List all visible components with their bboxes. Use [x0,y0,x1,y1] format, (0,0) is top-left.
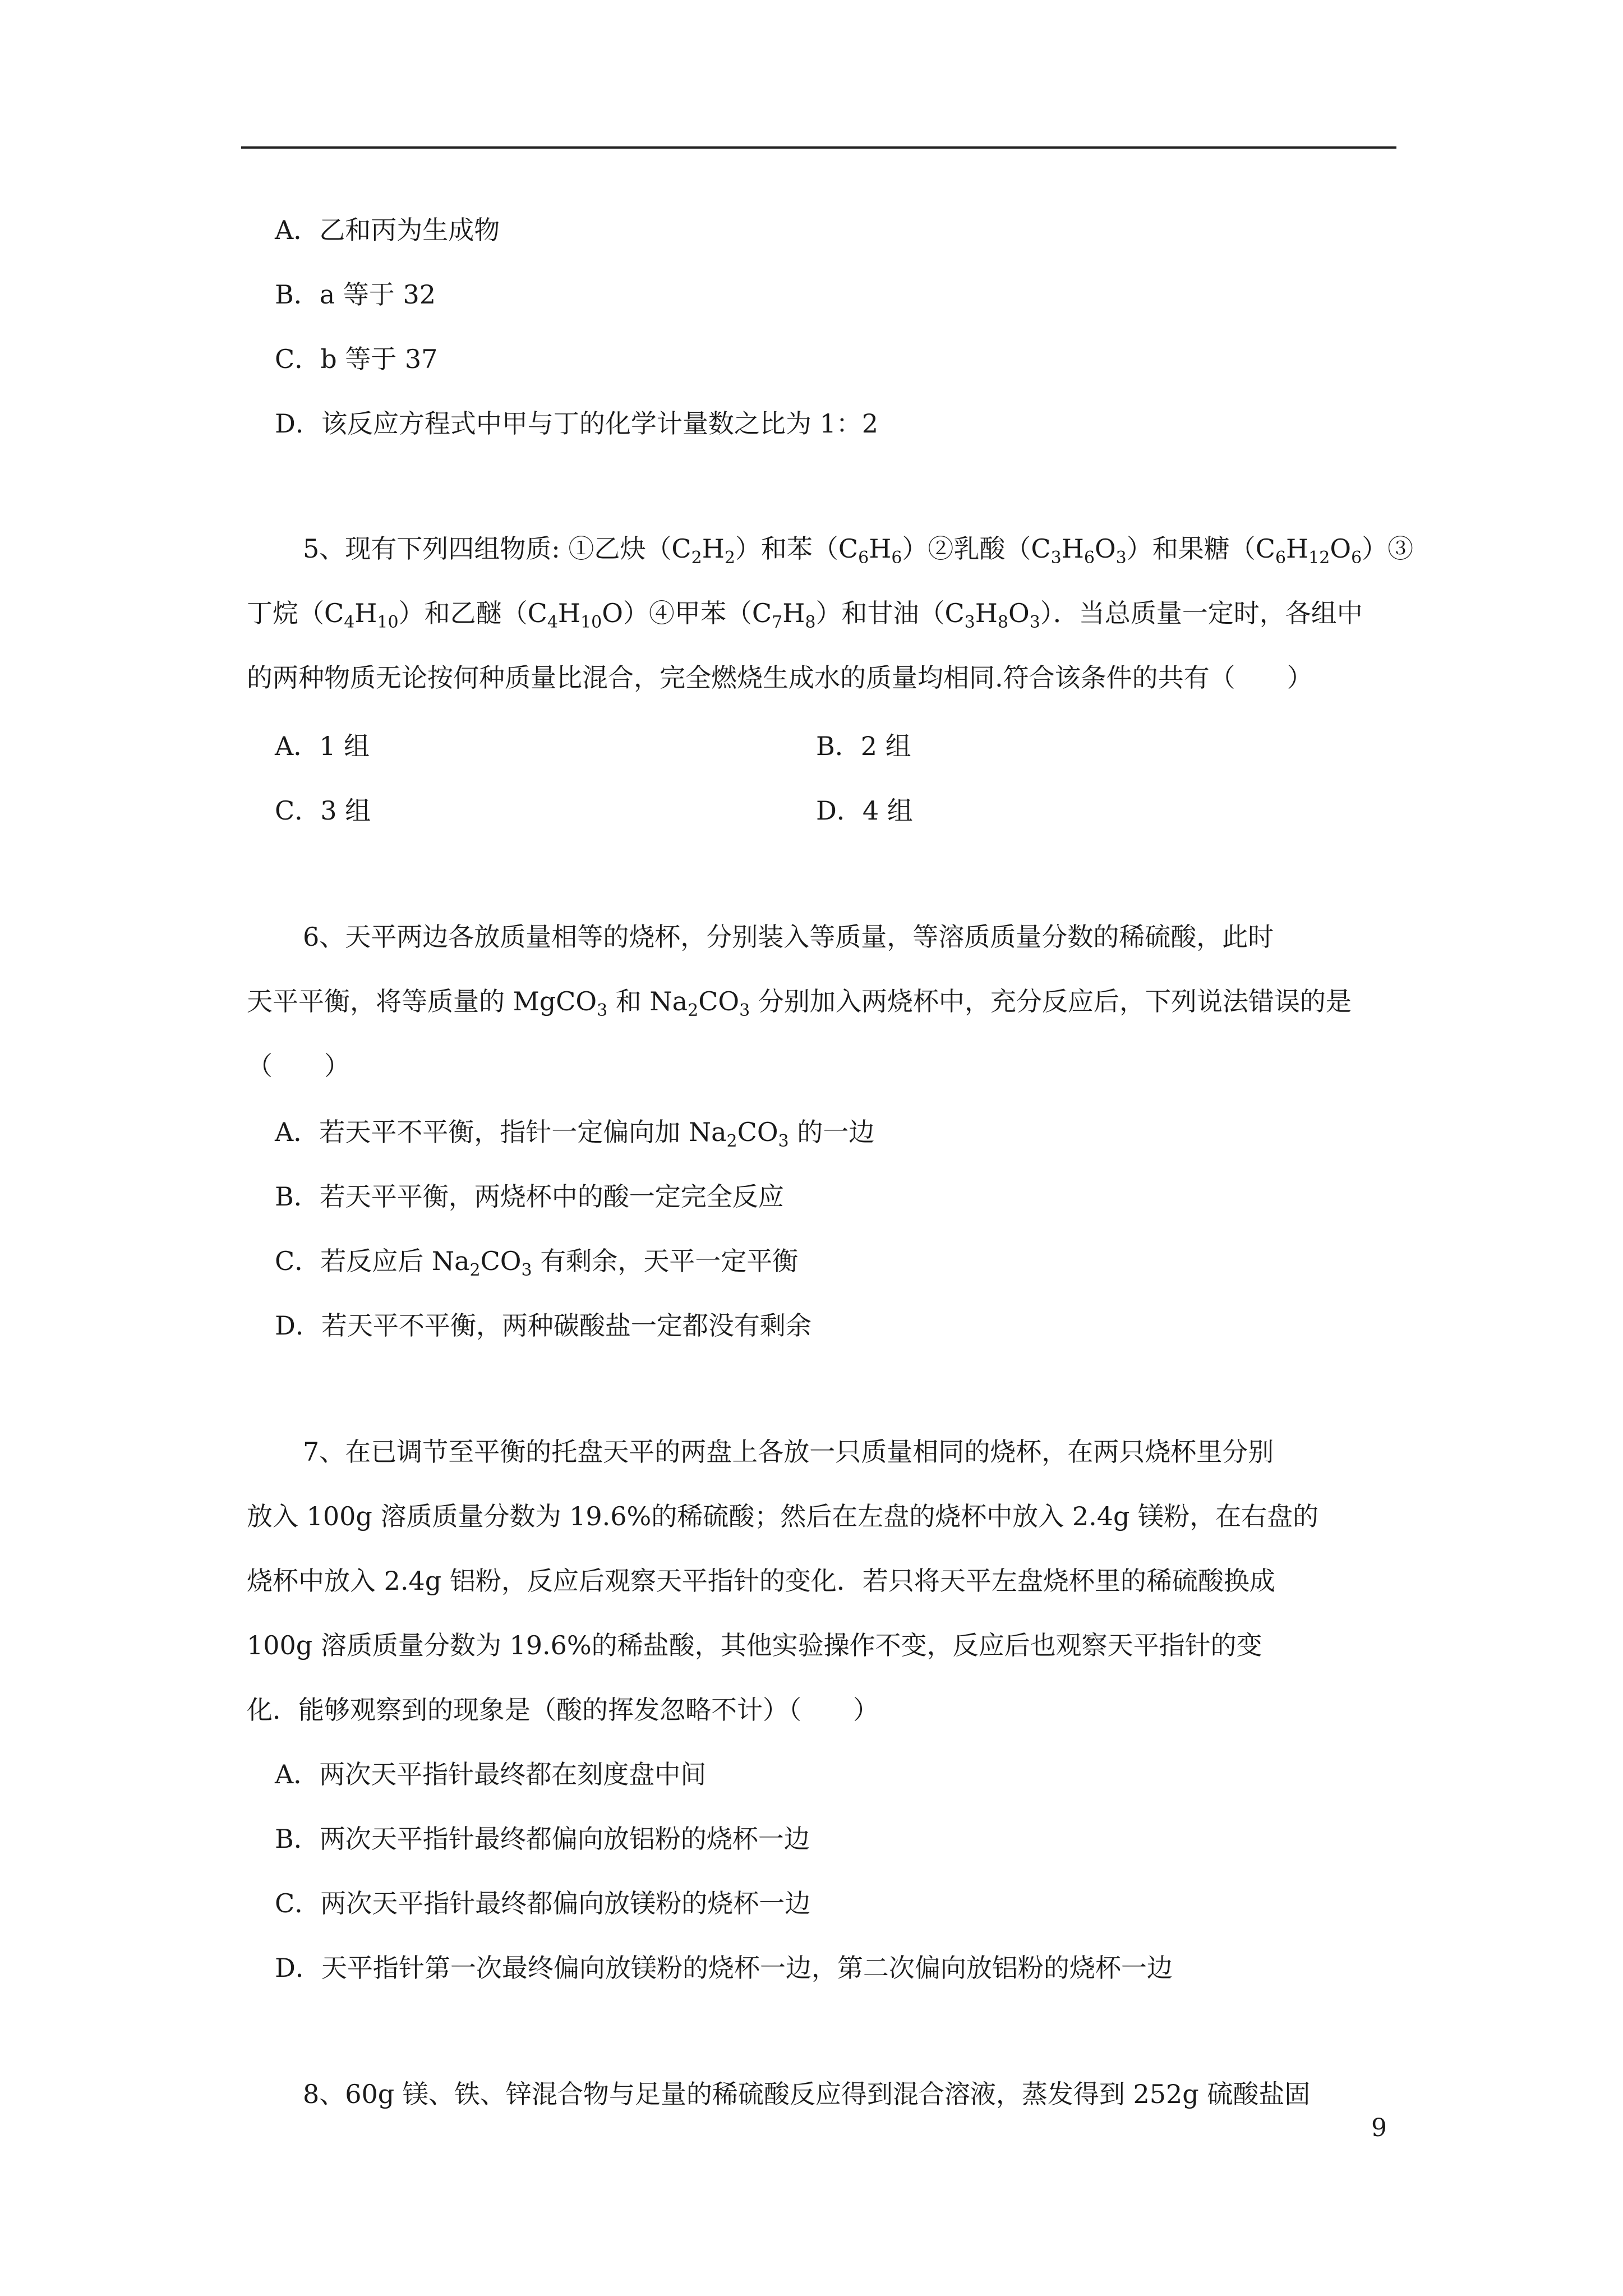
q7-option-c: C．两次天平指针最终都偏向放镁粉的烧杯一边 [275,1888,811,1918]
header-rule [241,146,1396,149]
q4-option-b: B．a 等于 32 [275,279,436,310]
q6-stem-line-3: （ ） [247,1051,350,1081]
q4-option-a: A．乙和丙为生成物 [275,215,500,245]
q6-option-b: B．若天平平衡，两烧杯中的酸一定完全反应 [275,1181,784,1212]
q5-option-a: A．1 组 [275,731,370,761]
q7-stem-line-3: 烧杯中放入 2.4g 铝粉，反应后观察天平指针的变化．若只将天平左盘烧杯里的稀硫酸换成 [247,1566,1275,1596]
q7-stem-line-2: 放入 100g 溶质质量分数为 19.6%的稀硫酸；然后在左盘的烧杯中放入 2.4g 镁粉，在右盘的 [247,1501,1319,1531]
q5-stem-line-3: 的两种物质无论按何种质量比混合，完全燃烧生成水的质量均相同.符合该条件的共有（ ） [247,662,1313,693]
q6-option-c: C．若反应后 $Na_2CO_3$ 有剩余，天平一定平衡 [275,1246,799,1280]
q7-stem-line-1: 7、在已调节至平衡的托盘天平的两盘上各放一只质量相同的烧杯，在两只烧杯里分别 [303,1437,1274,1467]
q5-stem-line-2: 丁烷$(C_4H_{10})$和乙醚$(C_4H_{10}O)④$甲苯$(C_7H_8)$和甘油$(C_3H_8O_3)$．当总质量一定时，各组中 [247,598,1363,632]
q5-stem-line-1: 5、现有下列四组物质: ①乙炔$(C_2H_2)$和苯$(C_6H_6)②$乳酸$(C_3H_6O_3)$和果糖$(C_6H_{12}O_6)③$ [303,533,1414,568]
q6-stem-line-1: 6、天平两边各放质量相等的烧杯，分别装入等质量，等溶质质量分数的稀硫酸，此时 [303,922,1274,952]
q4-option-c: C．b 等于 37 [275,344,438,374]
q6-option-d: D．若天平不平衡，两种碳酸盐一定都没有剩余 [275,1310,811,1341]
q7-stem-line-4: 100g 溶质质量分数为 19.6%的稀盐酸，其他实验操作不变，反应后也观察天平指针的变 [247,1630,1262,1660]
q5-option-b: B．2 组 [816,731,911,761]
q6-stem-line-2: 天平平衡，将等质量的 MgCO$_3$ 和 $Na_2CO_3$ 分别加入两烧杯中，充分反应后，下列说法错误的是 [247,986,1352,1020]
q7-option-d: D．天平指针第一次最终偏向放镁粉的烧杯一边，第二次偏向放铝粉的烧杯一边 [275,1953,1173,1983]
q7-option-b: B．两次天平指针最终都偏向放铝粉的烧杯一边 [275,1824,810,1854]
q5-option-d: D．4 组 [816,795,913,826]
q8-stem-line-1: 8、60g 镁、铁、锌混合物与足量的稀硫酸反应得到混合溶液，蒸发得到 252g 硫酸盐固 [303,2079,1311,2109]
page-number: 9 [1371,2114,1387,2142]
q6-option-a: A．若天平不平衡，指针一定偏向加 $Na_2CO_3$ 的一边 [275,1117,875,1151]
q7-stem-line-5: 化．能够观察到的现象是（酸的挥发忽略不计）（ ） [247,1695,879,1725]
q4-option-d: D．该反应方程式中甲与丁的化学计量数之比为 1：2 [275,408,879,439]
q5-option-c: C．3 组 [275,795,371,826]
q7-option-a: A．两次天平指针最终都在刻度盘中间 [275,1759,707,1789]
